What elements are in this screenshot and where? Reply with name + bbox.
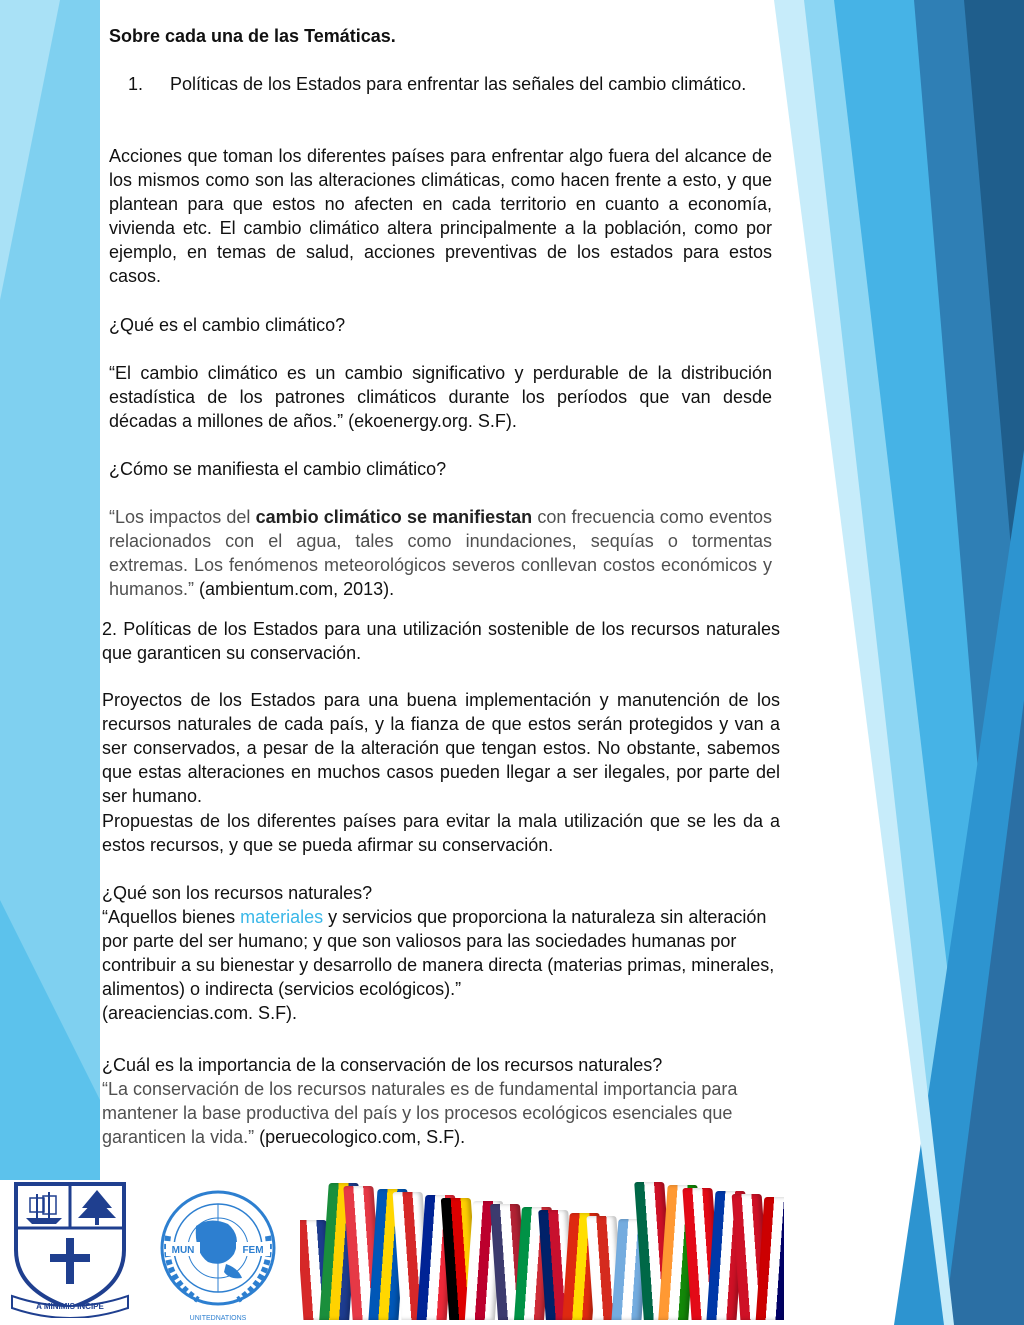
topic1-paragraph: Acciones que toman los diferentes países para enfrentar algo fuera del alcance de los mismos como son las alteraciones climáticas, como hacen frente a esto, y que plantean para que estos no afecten en cada territorio en cuanto a economía, vivienda etc. El cambio climático altera principalmente a la población, como por ejemplo, en temas de salud, acciones preventivas de los estados para estos casos. bbox=[109, 146, 772, 286]
quote2-source: (ambientum.com, 2013). bbox=[194, 579, 395, 599]
topic2-question-1: ¿Qué son los recursos naturales? bbox=[102, 883, 373, 903]
school-crest-logo bbox=[10, 1180, 130, 1318]
mun-bottom-label: UNITEDNATIONS bbox=[189, 1315, 247, 1322]
topic2-paragraph-2: Propuestas de los diferentes países para evitar la mala utilización que se les da a estos recursos, y que se pueda afirmar su conservación. bbox=[102, 811, 780, 855]
topic2-paragraph-1: Proyectos de los Estados para una buena implementación y manutención de los recursos naturales de cada país, y la fianza de que estos serán protegidos y van a ser conservados, a pesar de la alteración que tengan estos. No obstante, sabemos que estas alteraciones en muchos casos pueden llegar a ser ilegales, por parte del ser humano. bbox=[102, 690, 780, 806]
quote1-rest: y servicios que proporciona la naturaleza sin alteración por parte del ser humano; y que son valiosos para las sociedades humanas por contribuir a su bienestar y desarrollo de manera directa (materias primas, minerales, alimentos) o indirecta (servicios ecológicos).” bbox=[102, 907, 775, 999]
quote2-bold: cambio climático se manifiestan bbox=[255, 507, 533, 527]
topic1-quote-2 bbox=[109, 505, 772, 601]
mun-fem-logo bbox=[138, 1176, 298, 1324]
quote1-start: “Aquellos bienes bbox=[102, 907, 241, 927]
topic1-title: Políticas de los Estados para enfrentar las señales del cambio climático. bbox=[170, 74, 747, 94]
section-title: Sobre cada una de las Temáticas. bbox=[109, 26, 396, 46]
topic1-heading bbox=[128, 72, 772, 96]
mun-left-label: MUN bbox=[171, 1245, 195, 1256]
topic2-quote-2 bbox=[102, 1077, 780, 1149]
materiales-link[interactable]: materiales bbox=[240, 907, 324, 927]
topic1-question-1: ¿Qué es el cambio climático? bbox=[109, 315, 346, 335]
topic1-question-2: ¿Cómo se manifiesta el cambio climático? bbox=[109, 459, 447, 479]
quote2-start: “Los impactos del bbox=[109, 507, 256, 527]
topic1-number: 1. bbox=[128, 74, 144, 94]
quote2-rest: con frecuencia como eventos relacionados con el agua, tales como inundaciones, sequías o tormentas extremas. Los fenómenos meteorológicos severos conllevan costos económicos y humanos.” bbox=[109, 507, 772, 599]
topic2-quote-1 bbox=[102, 905, 780, 1025]
topic2-question-2: ¿Cuál es la importancia de la conservación de los recursos naturales? bbox=[102, 1055, 663, 1075]
school-motto: A MINIMIS INCIPE bbox=[36, 1302, 104, 1311]
topic1-quote-1: “El cambio climático es un cambio significativo y perdurable de la distribución estadística de los patrones climáticos durante los períodos que van desde décadas a millones de años.” (ekoenergy.org. S.F). bbox=[109, 363, 772, 431]
quote2b-source: (peruecologico.com, S.F). bbox=[254, 1127, 466, 1147]
quote1-source: (areaciencias.com. S.F). bbox=[102, 1003, 298, 1023]
topic2-title: 2. Políticas de los Estados para una utilización sostenible de los recursos naturales que garanticen su conservación. bbox=[102, 619, 780, 663]
world-flags-image bbox=[300, 1180, 784, 1320]
quote2b-text: “La conservación de los recursos naturales es de fundamental importancia para mantener la base productiva del país y los procesos ecológicos esenciales que garanticen la vida.” bbox=[102, 1079, 738, 1147]
mun-right-label: FEM bbox=[242, 1245, 264, 1256]
